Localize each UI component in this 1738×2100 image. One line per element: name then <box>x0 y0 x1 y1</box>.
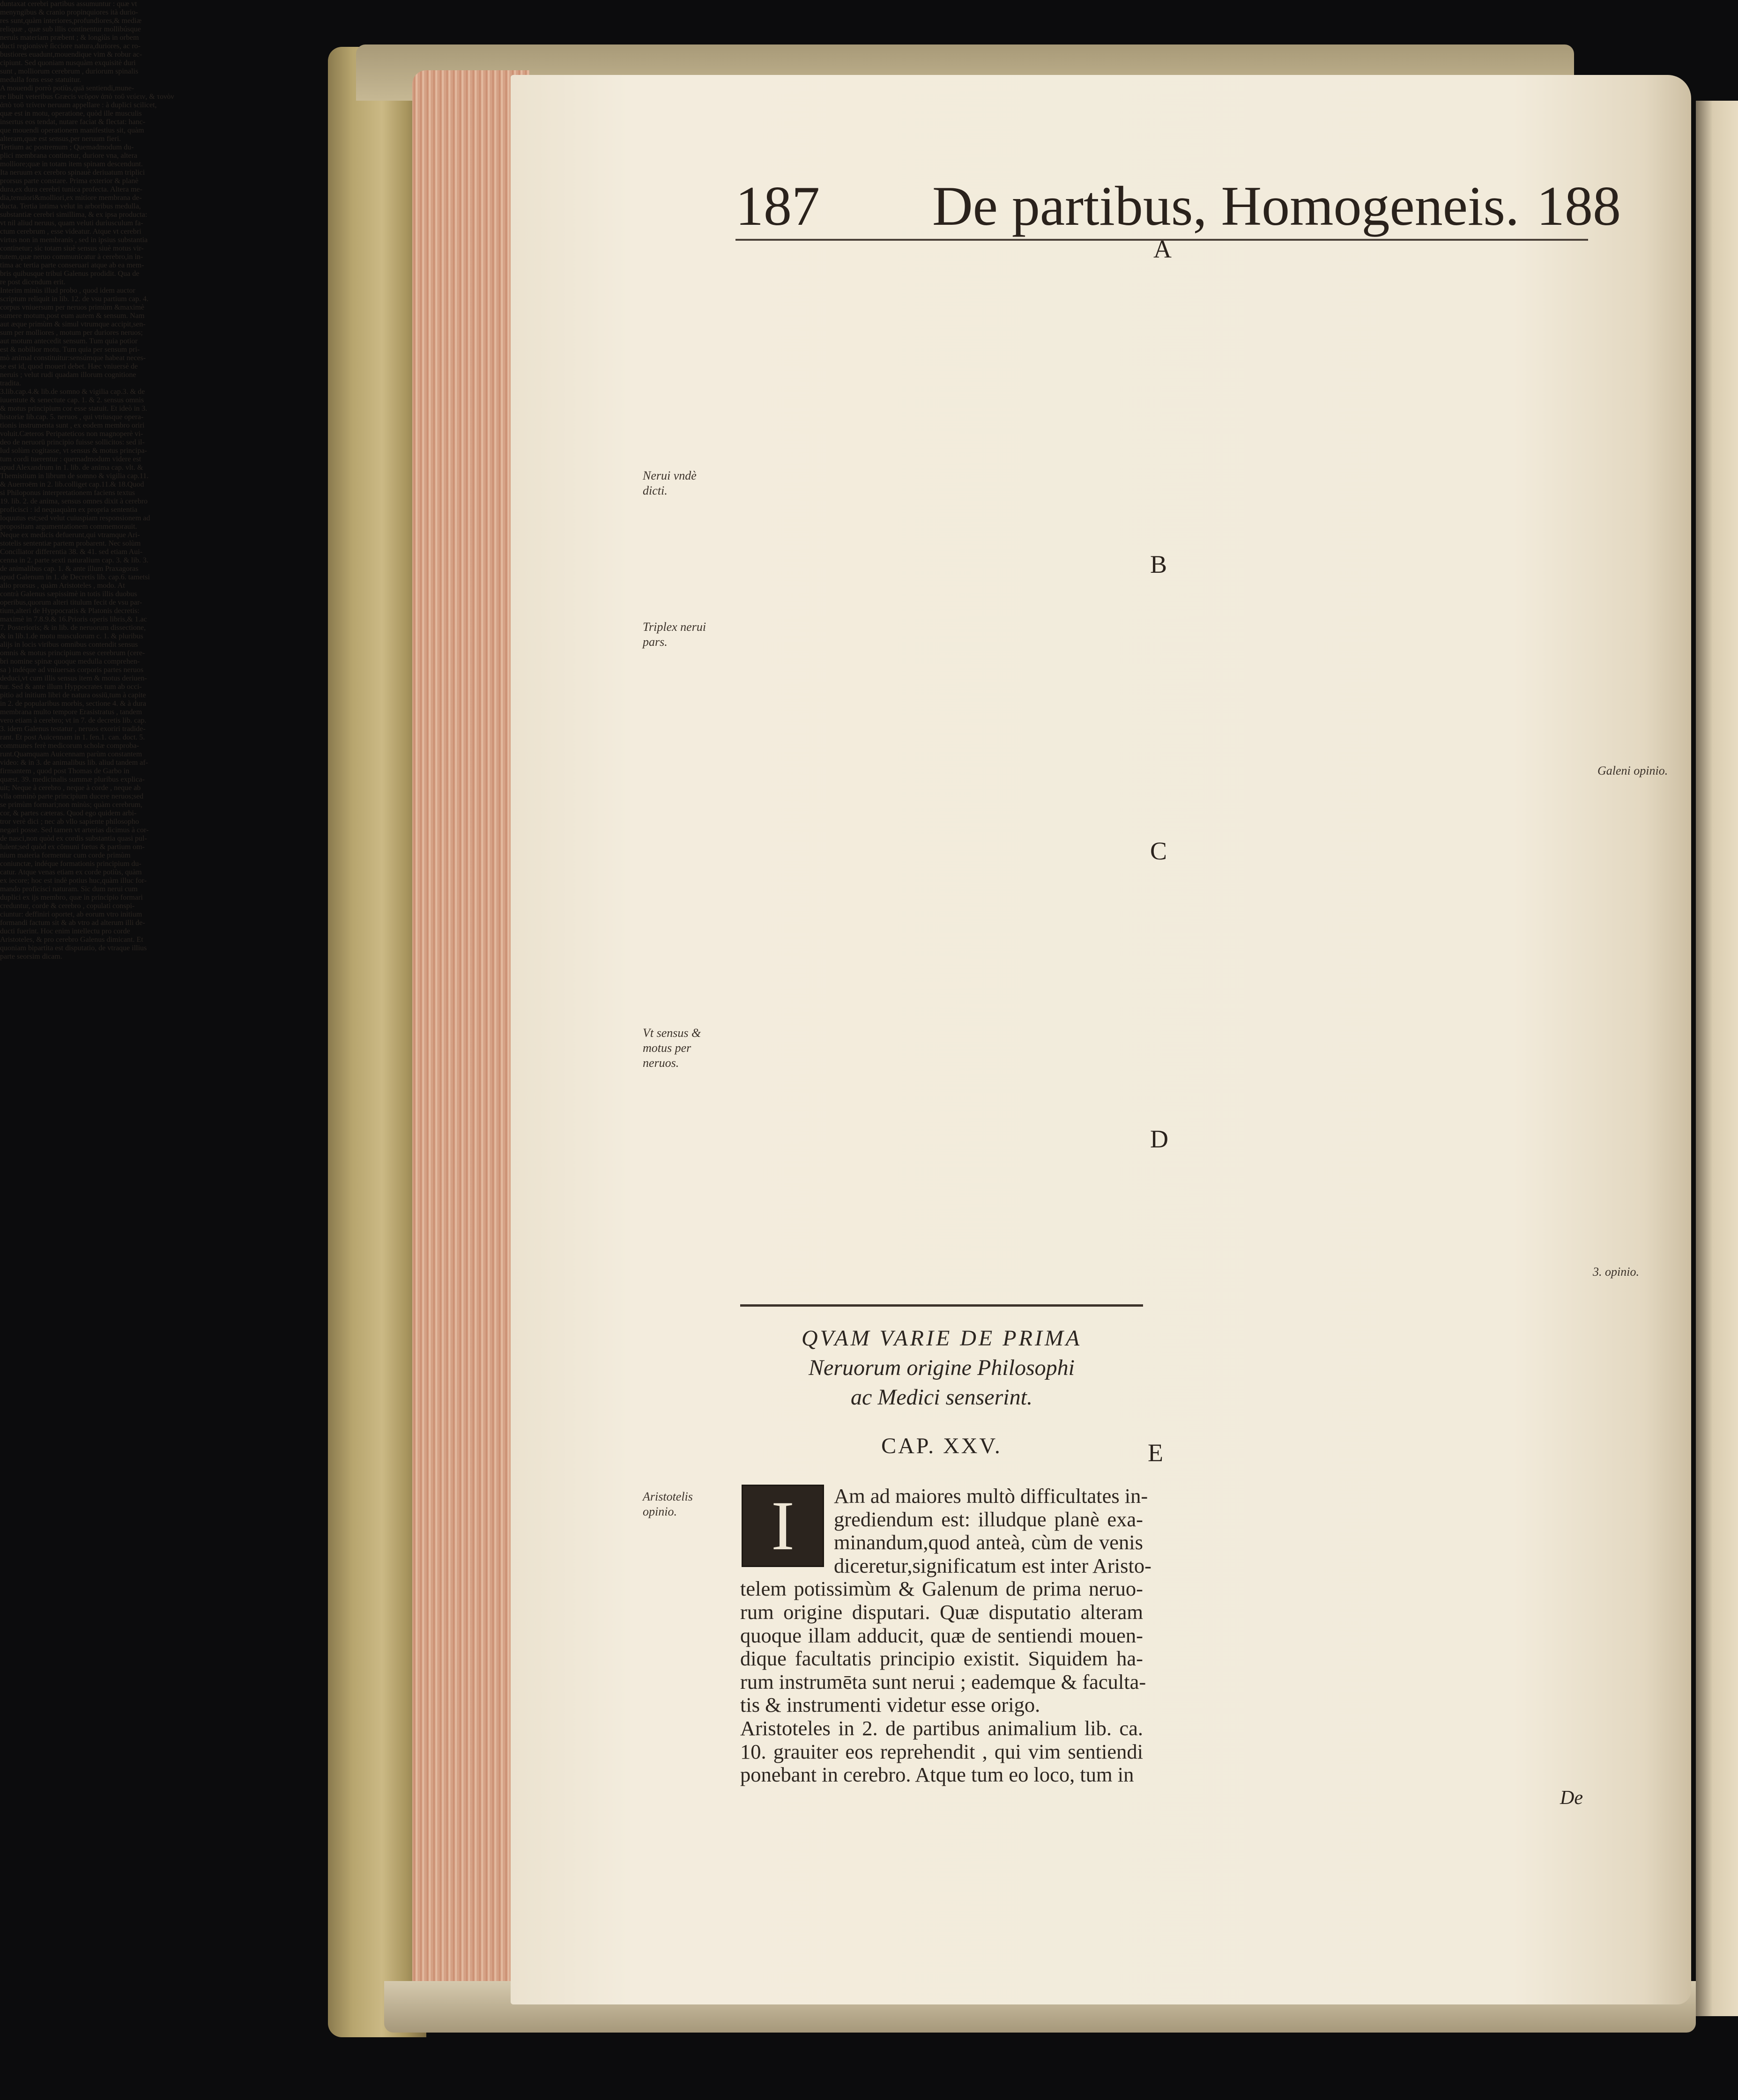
text-line: 3.lib.cap.4.& lib.de somno & vigilia cap.3. & de <box>0 388 145 396</box>
text-line: 10. grauiter eos reprehendit , qui vim sentiendi <box>740 1739 1143 1763</box>
text-line: runt.Quamquam Auicennam parùm constantem <box>0 750 142 758</box>
text-line: iuuentute & senectute cap. 1. & 2. sensus omnis <box>0 396 144 404</box>
text-line: lud solùm cogitasse, vt sensus & motus principa- <box>0 447 147 455</box>
text-line: ponebant in cerebro. Atque tum eo loco, tum in <box>740 1763 1134 1787</box>
text-line: tima ac tertia parte conseruari atque ab ea mem- <box>0 261 144 269</box>
text-line: & motus principium cor esse statuit. Et ideò in 3. <box>0 405 148 413</box>
margin-note: dicti. <box>643 484 668 497</box>
text-line: substantiæ cerebri simillima, & ex ipsa producta: <box>0 211 148 219</box>
text-line: deduci,vt cum illis sensus item & motus deriuen- <box>0 674 147 682</box>
text-line: insertus eos tendat, nutare faciat & flectat: hanc- <box>0 118 146 126</box>
section-letter-a: A <box>1153 235 1172 263</box>
margin-note: motus per <box>643 1041 691 1055</box>
text-line: grediendum est: illudque planè exa- <box>834 1507 1143 1531</box>
text-line: bris quibusque tribui Galenus prodidit. Qua de <box>0 270 140 278</box>
text-line: parte seorsim dicam. <box>0 953 62 961</box>
margin-note: Aristotelis <box>643 1490 693 1503</box>
text-line: alteram,quæ est sensus,per neruum fieri. <box>0 135 121 143</box>
drop-cap-initial: I <box>742 1485 824 1567</box>
text-line: prorsus parte constare. Prima exterior & planè <box>0 177 139 185</box>
section-letter-d: D <box>1150 1125 1168 1153</box>
text-line: apud Galenum in 1. de Decretis lib. cap.6. tametsi <box>0 573 150 581</box>
section-letter-e: E <box>1148 1439 1163 1467</box>
text-line: maximè in 7.8.9.& 16.Prioris operis libris,& 1.ac <box>0 615 147 623</box>
text-line: sa ) indéque ad vniuersas corporis partes neruos <box>0 666 144 674</box>
text-line: continetur; sic totam siuè sensus siuè motus vir- <box>0 244 144 252</box>
text-line: sumere motum,post eum autem & sensum. Nam <box>0 312 145 320</box>
text-line: vt nil aliud neruus, quam veluti duriusculum fa- <box>0 219 143 227</box>
margin-note: opinio. <box>643 1505 677 1518</box>
text-line: quæ est in motu, operatione, quòd ille musculis <box>0 110 142 118</box>
text-line: que mouendi operationem manifestius sit, quàm <box>0 126 144 134</box>
text-line: ducti regionisvè ſicciore natura,duriores, ac ro- <box>0 42 141 50</box>
text-line: diceretur,significatum est inter Aristo- <box>834 1553 1151 1577</box>
text-line: tradita. <box>0 379 21 387</box>
text-line: uit; Neque à cerebro , neque à corde , neque ab <box>0 784 141 792</box>
text-line: communes ferè medicorum scholæ comproba- <box>0 742 139 750</box>
text-line: molliore;quæ in totam item spinam descendunt. <box>0 160 143 168</box>
text-line: vlla omninò parte principium ducere neruos;sed <box>0 792 144 800</box>
text-line: Ita neruum ex cerebro spinauè deriuatum triplici <box>0 169 145 177</box>
text-line: quæst. 39. medicinalis summæ pluribus explica- <box>0 776 145 784</box>
margin-note: Galeni opinio. <box>1597 764 1668 777</box>
text-line: vero etiam à cerebro; vt in 7. de decretis lib. cap. <box>0 717 147 725</box>
text-line: creduntur, corde & cerebro , copulati conspi- <box>0 902 135 910</box>
text-line: quoque illam adducit, quæ de sentiendi mouen- <box>740 1623 1143 1647</box>
section-heading-line: Neruorum origine Philosophi <box>808 1355 1075 1380</box>
facing-page-edge <box>1696 101 1738 2016</box>
text-line: video: & in 3. de animalibus lib. aliud tandem af- <box>0 759 148 767</box>
text-line: mando proficisci naturam. Sic dum nerui cum <box>0 885 138 893</box>
margin-note: pars. <box>643 635 668 649</box>
right-page-number: 188 <box>1537 175 1621 237</box>
text-line: aut motum antecedit sensum. Tum quia potior <box>0 337 138 345</box>
catchword: De <box>1560 1787 1583 1809</box>
text-line: corpus vniuersum per neruos primùm &maximè <box>0 303 144 311</box>
section-rule <box>740 1304 1143 1307</box>
text-line: propositam argumentationem commemorauit. <box>0 523 137 531</box>
text-line: & in lib.1.de motu musculorum c. 1. & pluribus <box>0 632 143 640</box>
text-line: re libuit veteribus Græcis νεῦρον ἀπὸ τοῦ νεύειν, & τονὸν <box>0 93 174 101</box>
text-line: ctum cerebrum , esse videatur. Atque vt cerebri <box>0 228 141 236</box>
text-line: pitio ad initium libri de natura ossiū,tum à capite <box>0 691 146 699</box>
text-line: loquutus est;sed velut cuiuspiam responsionem ad <box>0 514 150 522</box>
text-line: medulla fons esse statuitur. <box>0 76 82 84</box>
text-line: ἀπὸ τοῦ τείνειν neruum appellare : à duplici scilicet, <box>0 101 157 109</box>
text-line: Interim minùs illud probo , quod idem auctor <box>0 287 135 295</box>
text-line: catur. Atque venas etiam ex corde potiùs, quàm <box>0 868 142 876</box>
text-line: 19. lib. 2. de anima, sensus omnes dixit à cerebro <box>0 497 148 505</box>
text-line: rant. Et post Auicennam in 1. fen.1. can. doct. 5. <box>0 733 145 741</box>
text-line: stotelis sententiæ partem probarent. Nec solùm <box>0 540 141 547</box>
text-line: alijs in locis viribus omnibus contendit sensus <box>0 641 138 649</box>
text-line: tium,alteri de Hyppocratis & Platonis decretis: <box>0 607 140 615</box>
text-line: quoniam bipartita est disputatio, de vtraque illius <box>0 944 147 952</box>
text-line: Aristoteles in 2. de partibus animalium lib. ca. <box>740 1716 1143 1740</box>
text-line: ex iecore; hoc est indè potius huc,quàm illuc for- <box>0 877 147 885</box>
text-line: membrana multo tempore Erasistratus , tandem <box>0 708 142 716</box>
text-line: A mouendi porrò potiùs,quā sentiendi,mune- <box>0 84 134 92</box>
text-line: rum origine disputari. Quæ disputatio alteram <box>740 1600 1143 1624</box>
margin-note: 3. opinio. <box>1593 1265 1639 1279</box>
text-line: dura,ex dura cerebri tunica profecta. Altera me- <box>0 185 142 193</box>
text-line: coniunctæ, indéque formationis principium du- <box>0 860 141 868</box>
text-line: duntaxat cerebri partibus assumuntur : quæ vt <box>0 0 137 8</box>
text-line: 7. Posterioris; & in lib. de neruorum dissectione, <box>0 624 146 632</box>
text-line: omnis & motus principium esse cerebrum (cere- <box>0 649 145 657</box>
text-line: tis & instrumenti videtur esse origo. <box>740 1693 1040 1717</box>
text-line: si Philoponus interpretationem faciens textus <box>0 489 135 497</box>
text-line: Neque ex medicis defuerunt,qui vtramque Ari- <box>0 531 140 539</box>
margin-note: Vt sensus & <box>643 1026 701 1040</box>
text-line: apud Alexandrum in 1. lib. de anima cap. vlt. & <box>0 464 143 472</box>
text-line: deo de neruorū principio fuisse sollicitos: sed il- <box>0 438 145 446</box>
text-line: dia,tenuiori&molliori,ex mitiore membrana de- <box>0 194 142 202</box>
text-line: telem potissimùm & Galenum de prima neruo- <box>740 1577 1143 1601</box>
text-line: Themistium in librum de somno & vigilia cap.11. <box>0 472 149 480</box>
text-line: mò animal constituitur:sensúmque habeat neces- <box>0 354 146 362</box>
section-letter-c: C <box>1150 837 1167 865</box>
text-line: Aristoteles, & pro cerebro Galenus dimicant. Et <box>0 936 143 944</box>
text-line: ducti fuerint. Hoc enim intellectu pro corde <box>0 927 130 935</box>
running-title: De partibus, Homogeneis. <box>932 175 1520 237</box>
text-line: & Auerroëm in 2. lib.colliget cap.11.& 18.Quod <box>0 481 144 488</box>
text-line: tur. Sed & ante illum Hyppocrates tum ab occi- <box>0 683 142 691</box>
text-line: neruis ; velut rudi quadam illorum cognitione <box>0 371 136 379</box>
text-line: de animalibus cap. 1. & ante illum Praxagoras <box>0 565 139 573</box>
text-line: tionis instrumenta sunt , ex eodem membro oriri <box>0 421 145 429</box>
text-line: tutem,quæ neruo communicatur à cerebro,in in- <box>0 253 143 261</box>
text-line: se primùm formari;non minùs; quàm cerebrum, <box>0 801 142 809</box>
section-heading-line: QVAM VARIE DE PRIMA <box>801 1326 1082 1351</box>
text-line: ducta. Tertia intima velut in arboribus medulla, <box>0 202 141 210</box>
text-line: tum cordi tuerentur : quemadmodum videre est <box>0 455 141 463</box>
text-line: rum instrumēta sunt nerui ; eademque & faculta- <box>740 1670 1146 1693</box>
text-line: firmantem , quod post Thomas de Garbo in <box>0 767 130 775</box>
text-line: Am ad maiores multò difficultates in- <box>834 1484 1148 1508</box>
text-line: alio prorsus , quàm Aristoteles , modo. At <box>0 582 125 590</box>
text-line: cenna in 2. parte sexti naturalium cap. 3. & lib. 3. <box>0 556 149 564</box>
margin-note: Nerui vndè <box>643 469 697 482</box>
left-page-number: 187 <box>735 175 820 237</box>
text-line: formandi factum sit & ab vtro ad alterum illi de- <box>0 919 145 927</box>
text-line: Tertium ac postremum ; Quemadmodum du- <box>0 143 134 151</box>
text-line: res sunt,quàm interiores,profundiores,& mediæ <box>0 17 142 25</box>
text-line: bustiores euadunt,mouendique vim & robur ac- <box>0 51 142 59</box>
text-line: minandum,quod anteà, cùm de venis <box>834 1531 1143 1554</box>
text-line: sum per molliores , motum per duriores neruos; <box>0 329 143 337</box>
text-line: menyngibus & cranio propinquiores ità durio- <box>0 8 138 16</box>
text-line: plici membrana continetur, duriore vna, altera <box>0 152 138 160</box>
chapter-label: CAP. XXV. <box>881 1434 1002 1458</box>
text-line: negari posse. Sed tamen vt arterias dicimus à cor- <box>0 826 149 834</box>
section-heading-line: ac Medici senserint. <box>851 1385 1032 1410</box>
text-line: bri nomine spinæ quoque medulla comprehen- <box>0 658 140 665</box>
text-line: duplici ex ijs membro, quæ in principio formari <box>0 894 143 902</box>
text-line: operibus,quorum alteri titulum fecit de vsu par- <box>0 599 142 606</box>
text-line: aut æque primùm & simul vtrumque accipit,sen- <box>0 320 146 328</box>
text-line: tror verè dici ; nec ab vllo sapiente philosopho <box>0 818 139 826</box>
margin-note: neruos. <box>643 1056 679 1070</box>
text-line: scriptum reliquit in lib. 12. de vsu partium cap. 4. <box>0 295 149 303</box>
text-line: historiæ lib.cap. 5. neruos , qui vtriusque opera- <box>0 413 144 421</box>
text-line: in 2. de popularibus morbis, sectione 4. & à dura <box>0 700 146 708</box>
text-line: 3. idem Galenus testatur , neruos exoriri tradide- <box>0 725 146 733</box>
text-line: lulent;sed quòd ex cōmuni fœtus & partium om- <box>0 843 145 851</box>
text-line: est & nobilior motu. Tum quia per sensum pri- <box>0 346 140 354</box>
text-line: cipiunt. Sed quoniam nusquàm exquisitè duri <box>0 59 136 67</box>
text-line: de nasci,non quòd ex cordis substantia quasi pul- <box>0 835 147 843</box>
text-line: neruis materiam præbent ; & longiùs in orbem <box>0 34 139 42</box>
text-line: proficisci : id nequaquàm ex propria sententia <box>0 506 138 514</box>
text-line: cor, & partes cæteras. Quod ego quidem arbi- <box>0 809 137 817</box>
text-line: sunt , molliorum cerebrum , duriorum spinalis <box>0 67 139 75</box>
text-line: Conciliator differentia 38. & 41. sed etiam Aui- <box>0 548 143 556</box>
text-line: contrà Galenus sæpissimè in totis illis duobus <box>0 590 137 598</box>
book-spine <box>328 47 426 2037</box>
text-line: ciuntur: deffiniri oportet, ab eorum vtro initium <box>0 910 142 918</box>
text-line: dique facultatis principio existit. Siquidem ha- <box>740 1647 1143 1671</box>
text-line: voluit.Cæteros Peripateticos non magnoperè vi- <box>0 430 143 438</box>
text-line: reliquæ , quæ sub illis continentur mollibúsque <box>0 25 141 33</box>
text-line: re post dicendum erit. <box>0 278 66 286</box>
margin-note: Triplex nerui <box>643 620 706 634</box>
text-line: se est id, quod moueri debet. Hæc vniuersè de <box>0 362 138 370</box>
section-letter-b: B <box>1150 550 1167 578</box>
text-line: nium materia formentur cum corde primùm <box>0 851 131 859</box>
text-line: virtus non in membranis , sed in ipsius substantia <box>0 236 148 244</box>
